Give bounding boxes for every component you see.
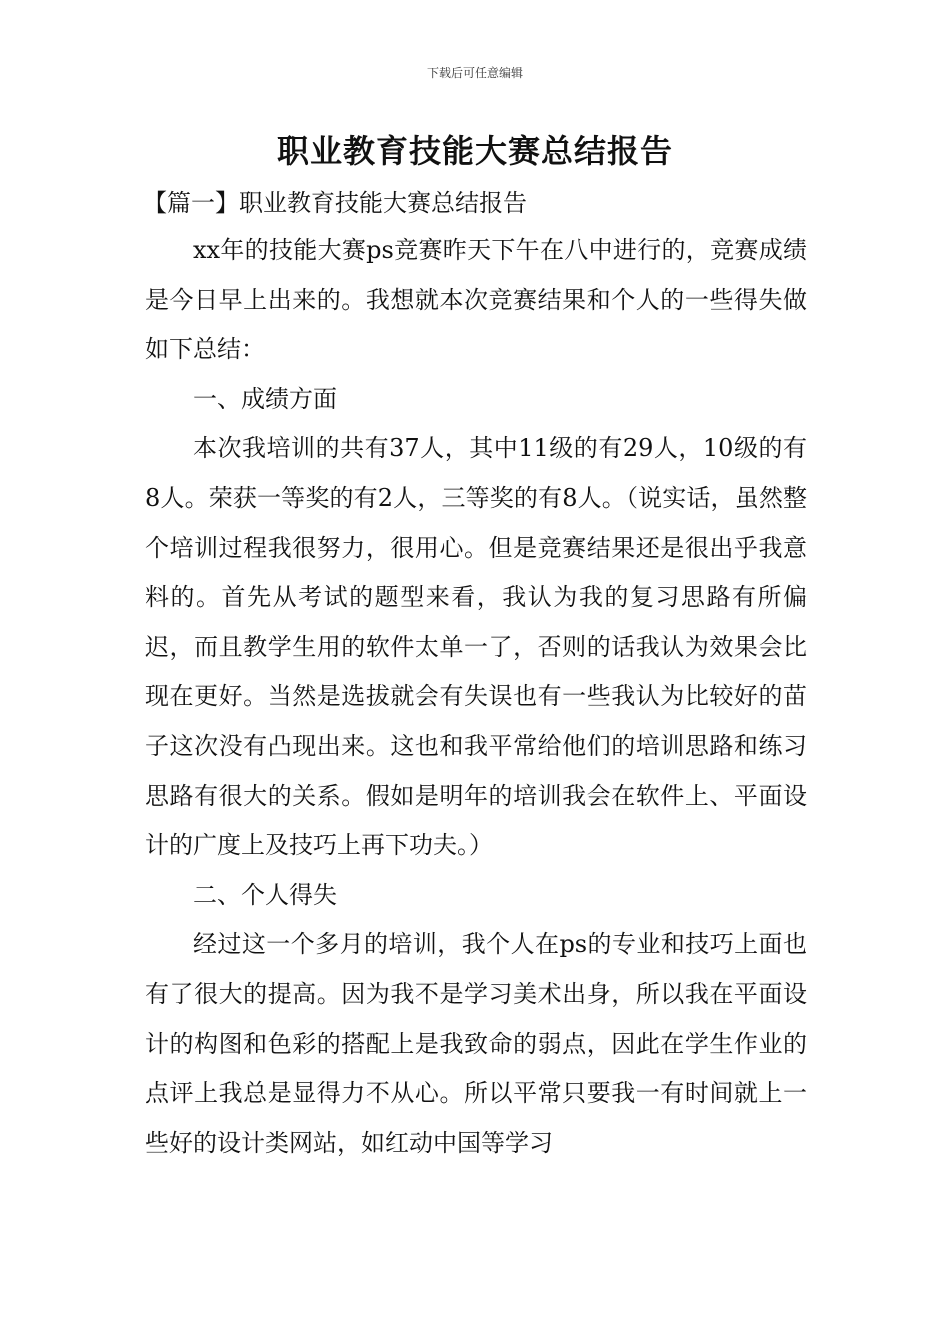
paragraph-results: 本次我培训的共有37人，其中11级的有29人，10级的有8人。荣获一等奖的有2人，三等奖的有8人。（说实话，虽然整个培训过程我很努力，很用心。但是竞赛结果还是很出乎我意料的。首先从考试的题型来看，我认为我的复习思路有所偏迟，而且教学生用的软件太单一了，否则的话我认为效果会比现在更好。当然是选拔就会有失误也有一些我认为比较好的苗子这次没有凸现出来。这也和我平常给他们的培训思路和练习思路有很大的关系。假如是明年的培训我会在软件上、平面设计的广度上及技巧上再下功夫。） <box>145 434 807 860</box>
section-title: 【篇一】职业教育技能大赛总结报告 <box>143 189 527 217</box>
paragraph-personal: 经过这一个多月的培训，我个人在ps的专业和技巧上面也有了很大的提高。因为我不是学习美术出身，所以我在平面设计的构图和色彩的搭配上是我致命的弱点，因此在学生作业的点评上我总是显得力不从心。所以平常只要我一有时间就上一些好的设计类网站，如红动中国等学习 <box>145 930 807 1157</box>
paragraph-intro: xx年的技能大赛ps竞赛昨天下午在八中进行的，竞赛成绩是今日早上出来的。我想就本次竞赛结果和个人的一些得失做如下总结： <box>145 236 807 364</box>
document-body <box>145 226 807 1168</box>
document-title: 职业教育技能大赛总结报告 <box>276 132 673 170</box>
heading-personal: 二、个人得失 <box>193 880 337 909</box>
heading-results: 一、成绩方面 <box>193 384 337 413</box>
header-note: 下载后可任意编辑 <box>426 66 523 80</box>
